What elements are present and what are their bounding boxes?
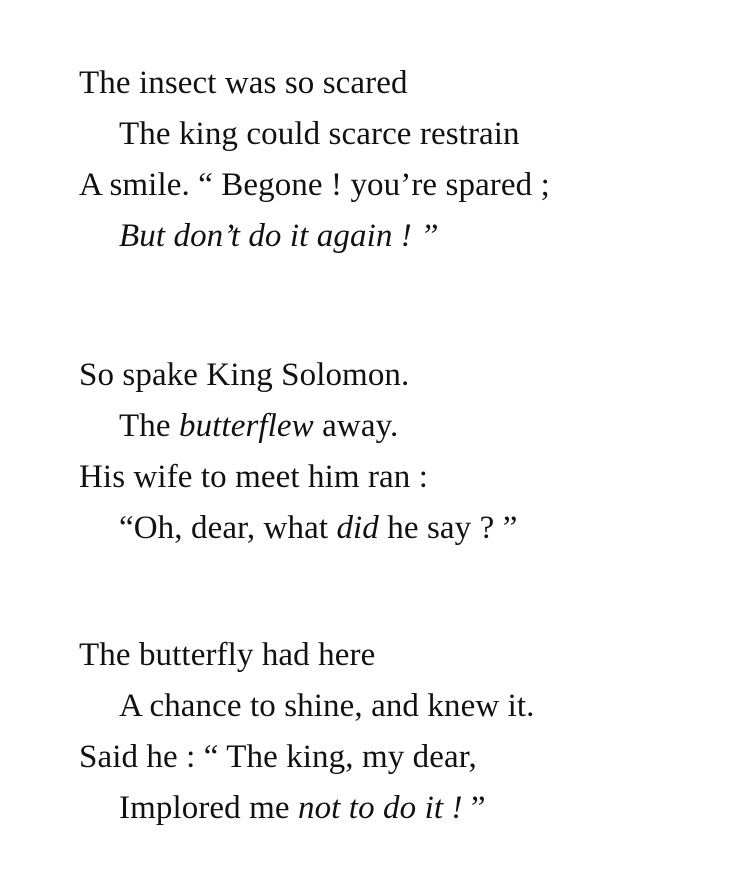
poem-italic-text: did xyxy=(336,510,379,546)
poem-line: The king could scarce restrain xyxy=(119,116,520,152)
poem-line xyxy=(79,783,739,834)
poem-line: Said he : “ The king, my dear, xyxy=(79,739,477,775)
stanza-1 xyxy=(79,58,739,262)
poem-text: away. xyxy=(313,408,399,444)
poem-text: Implored me xyxy=(119,790,298,826)
poem-text: The xyxy=(119,408,179,444)
poem-line: A smile. “ Begone ! you’re spared ; xyxy=(79,167,550,203)
poem-line: His wife to meet him ran : xyxy=(79,459,429,495)
poem-line: So spake King Solomon. xyxy=(79,357,410,393)
poem-italic-text: not to do it ! xyxy=(297,790,463,826)
poem-line xyxy=(79,503,739,554)
poem-text: “Oh, dear, what xyxy=(119,510,337,546)
poem-text: he say ? ” xyxy=(378,510,518,546)
stanza-2 xyxy=(79,350,739,554)
stanza-3 xyxy=(79,630,739,834)
poem-text: ” xyxy=(462,790,486,826)
poem-line xyxy=(79,401,739,452)
poem-line: A chance to shine, and knew it. xyxy=(119,688,535,724)
poem-line: The insect was so scared xyxy=(79,65,408,101)
poem-line: The butterfly had here xyxy=(79,637,376,673)
poem-line: But don’t do it again ! ” xyxy=(119,218,439,254)
poem-italic-text: butterflew xyxy=(178,408,314,444)
